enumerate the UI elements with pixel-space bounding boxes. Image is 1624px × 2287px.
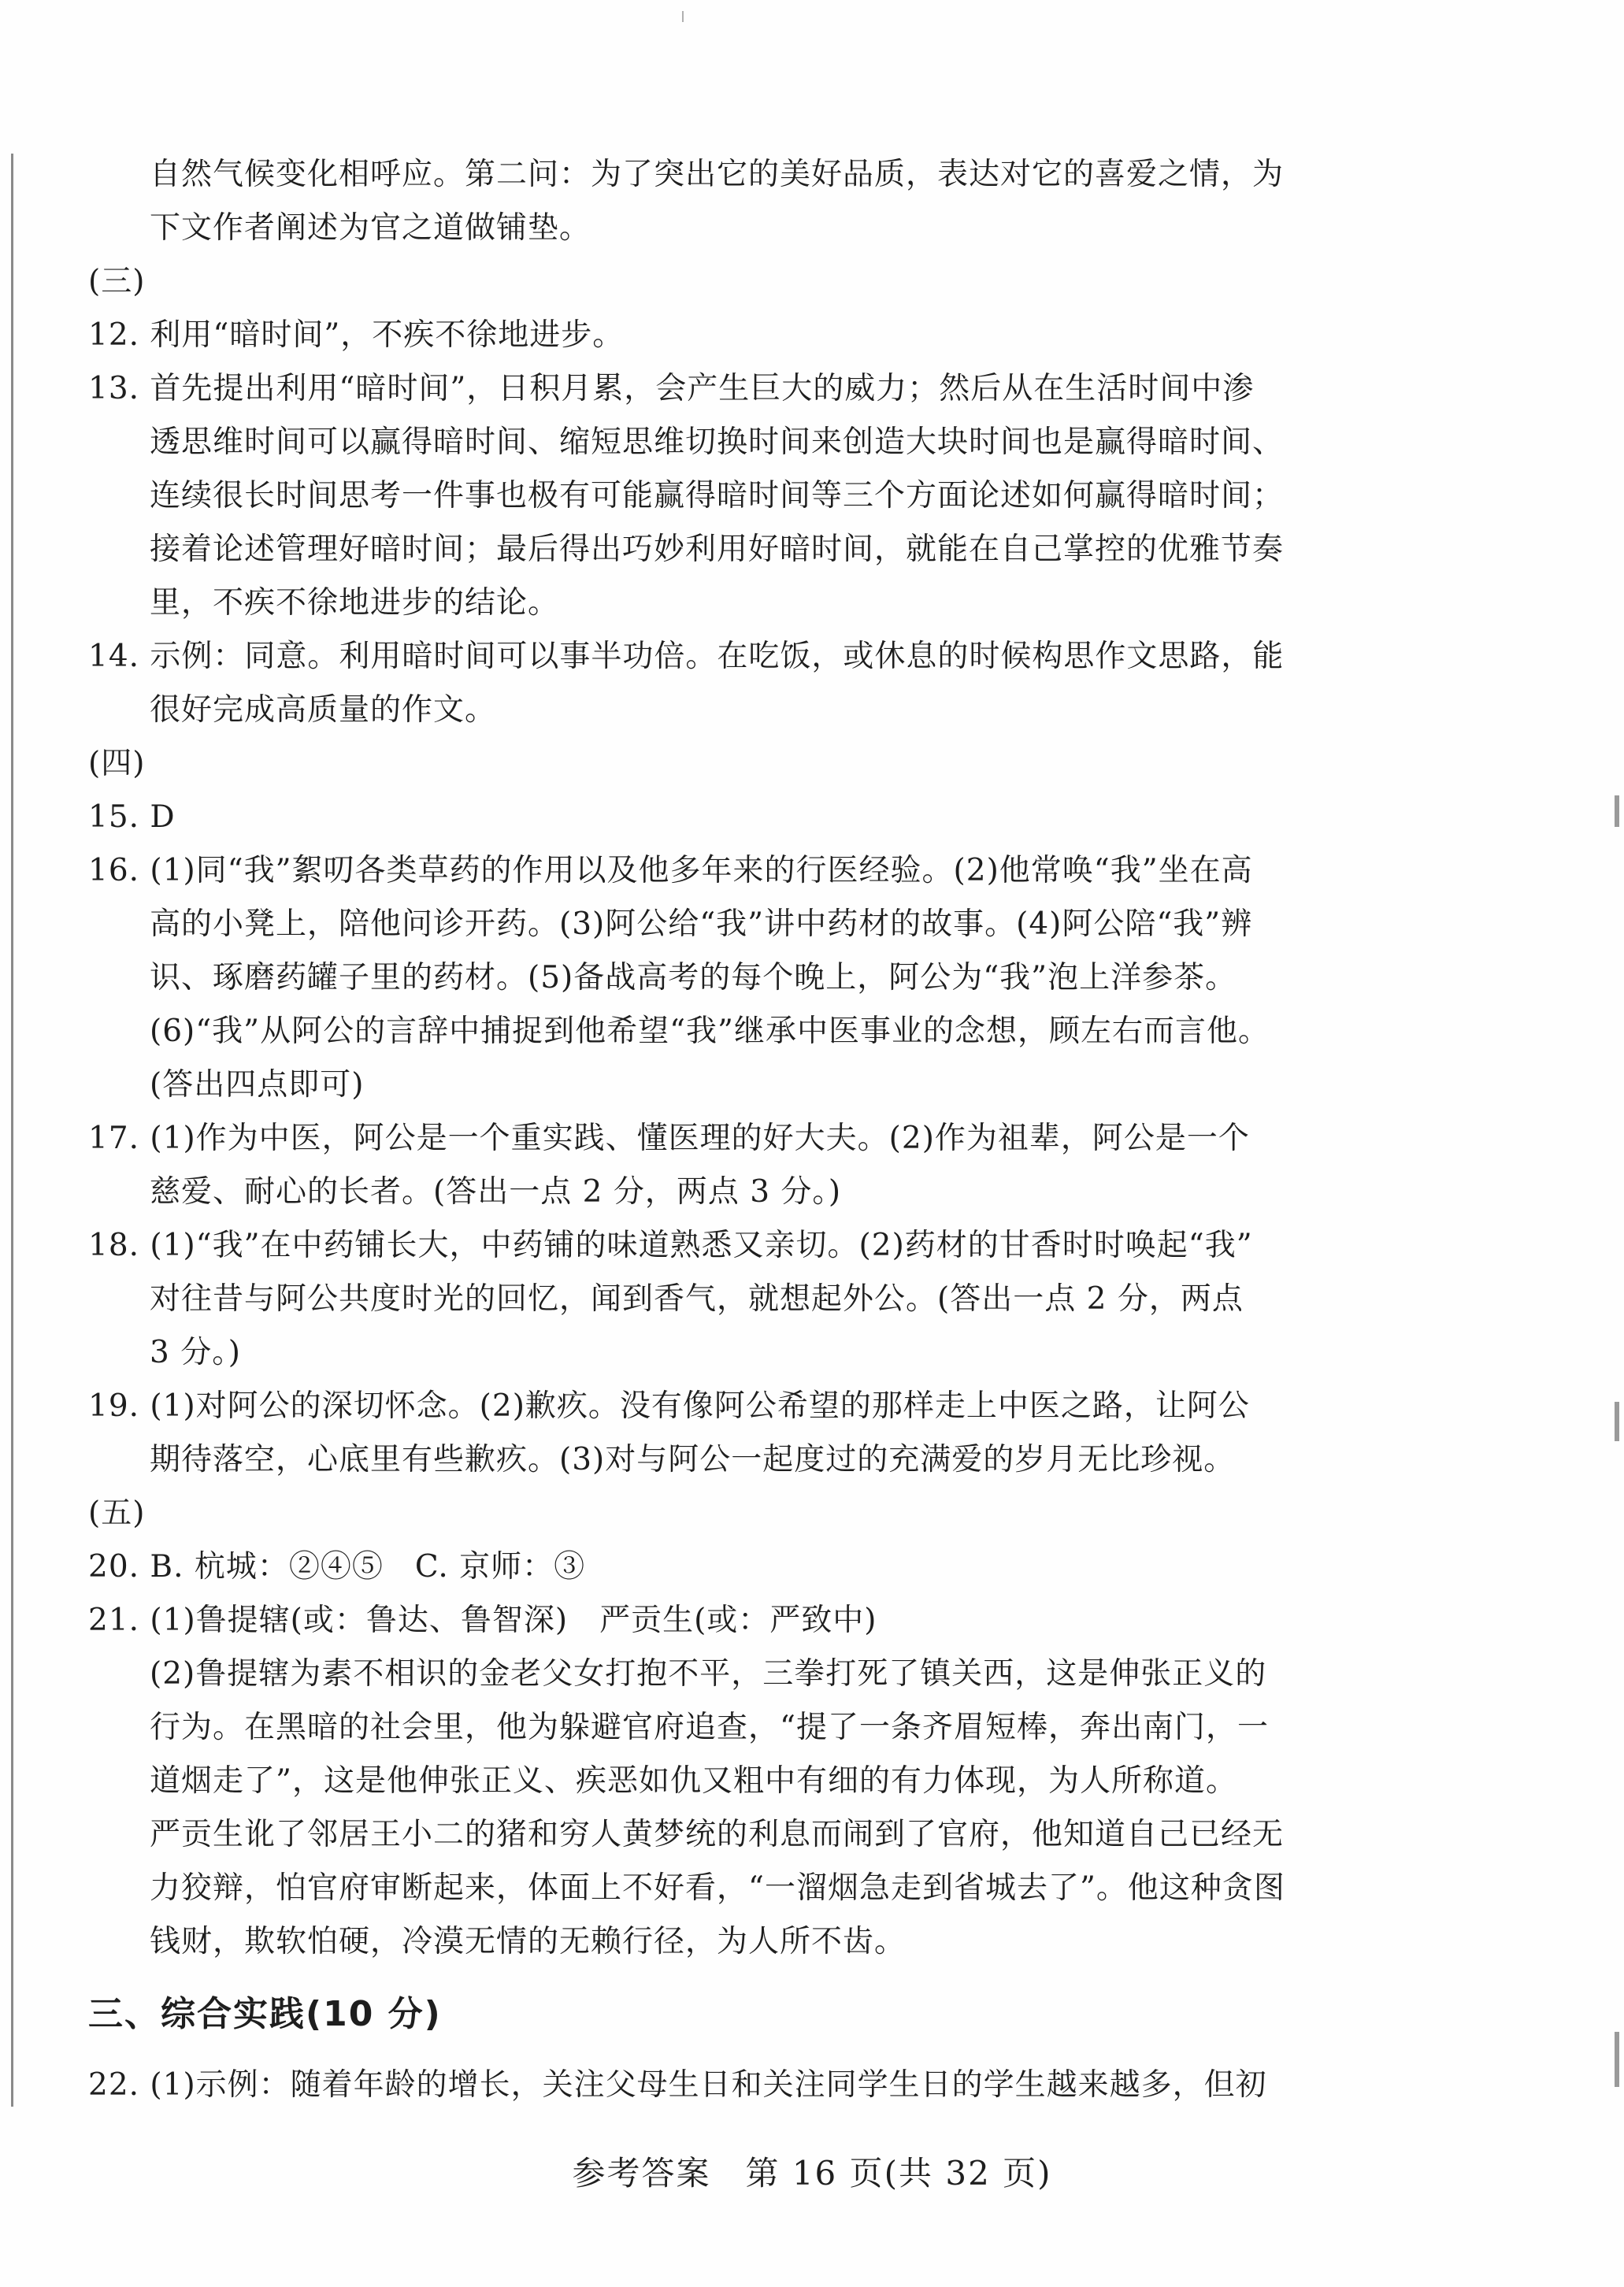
text-line: 17. (1)作为中医，阿公是一个重实践、懂医理的好大夫。(2)作为祖辈，阿公是一个 (88, 1121, 1250, 1156)
text-line: 里，不疾不徐地进步的结论。 (150, 585, 560, 621)
text-line: 行为。在黑暗的社会里，他为躲避官府追查，“提了一条齐眉短棒，奔出南门，一 (150, 1710, 1269, 1745)
text-line: (6)“我”从阿公的言辞中捕捉到他希望“我”继承中医事业的念想，顾左右而言他。 (150, 1014, 1270, 1049)
text-line: 严贡生讹了邻居王小二的猪和穷人黄梦统的利息而闹到了官府，他知道自己已经无 (150, 1817, 1285, 1852)
text-line: 14. 示例：同意。利用暗时间可以事半功倍。在吃饭，或休息的时候构思作文思路，能 (88, 639, 1285, 674)
scan-edge-mark (1615, 1402, 1619, 1441)
page-footer: 参考答案 第 16 页(共 32 页) (572, 2154, 1052, 2192)
text-line: 透思维时间可以赢得暗时间、缩短思维切换时间来创造大块时间也是赢得暗时间、 (150, 424, 1285, 460)
text-line: (2)鲁提辖为素不相识的金老父女打抱不平，三拳打死了镇关西，这是伸张正义的 (150, 1656, 1267, 1692)
text-line: 对往昔与阿公共度时光的回忆，闻到香气，就想起外公。(答出一点 2 分，两点 (150, 1281, 1244, 1317)
scan-edge-mark (1615, 795, 1619, 827)
scan-edge-mark (1615, 2032, 1619, 2087)
text-line: 期待落空，心底里有些歉疚。(3)对与阿公一起度过的充满爱的岁月无比珍视。 (150, 1442, 1236, 1477)
section-heading: 三、综合实践(10 分) (88, 1994, 442, 2034)
text-line: (答出四点即可) (150, 1067, 365, 1103)
text-line: 20. B. 杭城：②④⑤ C. 京师：③ (88, 1549, 586, 1585)
text-line: 高的小凳上，陪他问诊开药。(3)阿公给“我”讲中药材的故事。(4)阿公陪“我”辨 (150, 906, 1253, 942)
text-line: 钱财，欺软怕硬，冷漠无情的无赖行径，为人所不齿。 (150, 1924, 907, 1959)
answer-body (88, 148, 1333, 2112)
left-margin-line (11, 154, 13, 2107)
text-line: 13. 首先提出利用“暗时间”，日积月累，会产生巨大的威力；然后从在生活时间中渗 (88, 371, 1255, 406)
text-line: 接着论述管理好暗时间；最后得出巧妙利用好暗时间，就能在自己掌控的优雅节奏 (150, 532, 1285, 567)
text-line: 很好完成高质量的作文。 (150, 692, 497, 728)
text-line: 道烟走了”，这是他伸张正义、疾恶如仇又粗中有细的有力体现，为人所称道。 (150, 1763, 1237, 1799)
text-line: 12. 利用“暗时间”，不疾不徐地进步。 (88, 317, 625, 353)
text-line: 连续很长时间思考一件事也极有可能赢得暗时间等三个方面论述如何赢得暗时间； (150, 478, 1285, 513)
answer-lines (88, 148, 1333, 1969)
text-line: 21. (1)鲁提辖(或：鲁达、鲁智深) 严贡生(或：严致中) (88, 1603, 877, 1638)
text-line: 力狡辩，怕官府审断起来，体面上不好看，“一溜烟急走到省城去了”。他这种贪图 (150, 1870, 1285, 1906)
text-line: 下文作者阐述为官之道做铺垫。 (150, 210, 591, 246)
text-line: (四) (88, 746, 146, 781)
text-line: 18. (1)“我”在中药铺长大，中药铺的味道熟悉又亲切。(2)药材的甘香时时唤起“我” (88, 1228, 1253, 1263)
answer-lines-after-heading (88, 2059, 1333, 2112)
text-line: 自然气候变化相呼应。第二问：为了突出它的美好品质，表达对它的喜爱之情，为 (150, 157, 1285, 192)
text-line: 15. D (88, 799, 176, 835)
text-line: (五) (88, 1496, 146, 1531)
scan-tick-mark (682, 11, 684, 22)
text-line: 16. (1)同“我”絮叨各类草药的作用以及他多年来的行医经验。(2)他常唤“我”坐在高 (88, 853, 1253, 888)
text-line: 慈爱、耐心的长者。(答出一点 2 分，两点 3 分。) (150, 1174, 842, 1210)
text-line: 22. (1)示例：随着年龄的增长，关注父母生日和关注同学生日的学生越来越多，但初 (88, 2067, 1267, 2103)
text-line: 19. (1)对阿公的深切怀念。(2)歉疚。没有像阿公希望的那样走上中医之路，让阿公 (88, 1388, 1250, 1424)
text-line: 3 分。) (150, 1335, 241, 1370)
text-line: 识、琢磨药罐子里的药材。(5)备战高考的每个晚上，阿公为“我”泡上洋参茶。 (150, 960, 1237, 995)
text-line: (三) (88, 264, 146, 299)
